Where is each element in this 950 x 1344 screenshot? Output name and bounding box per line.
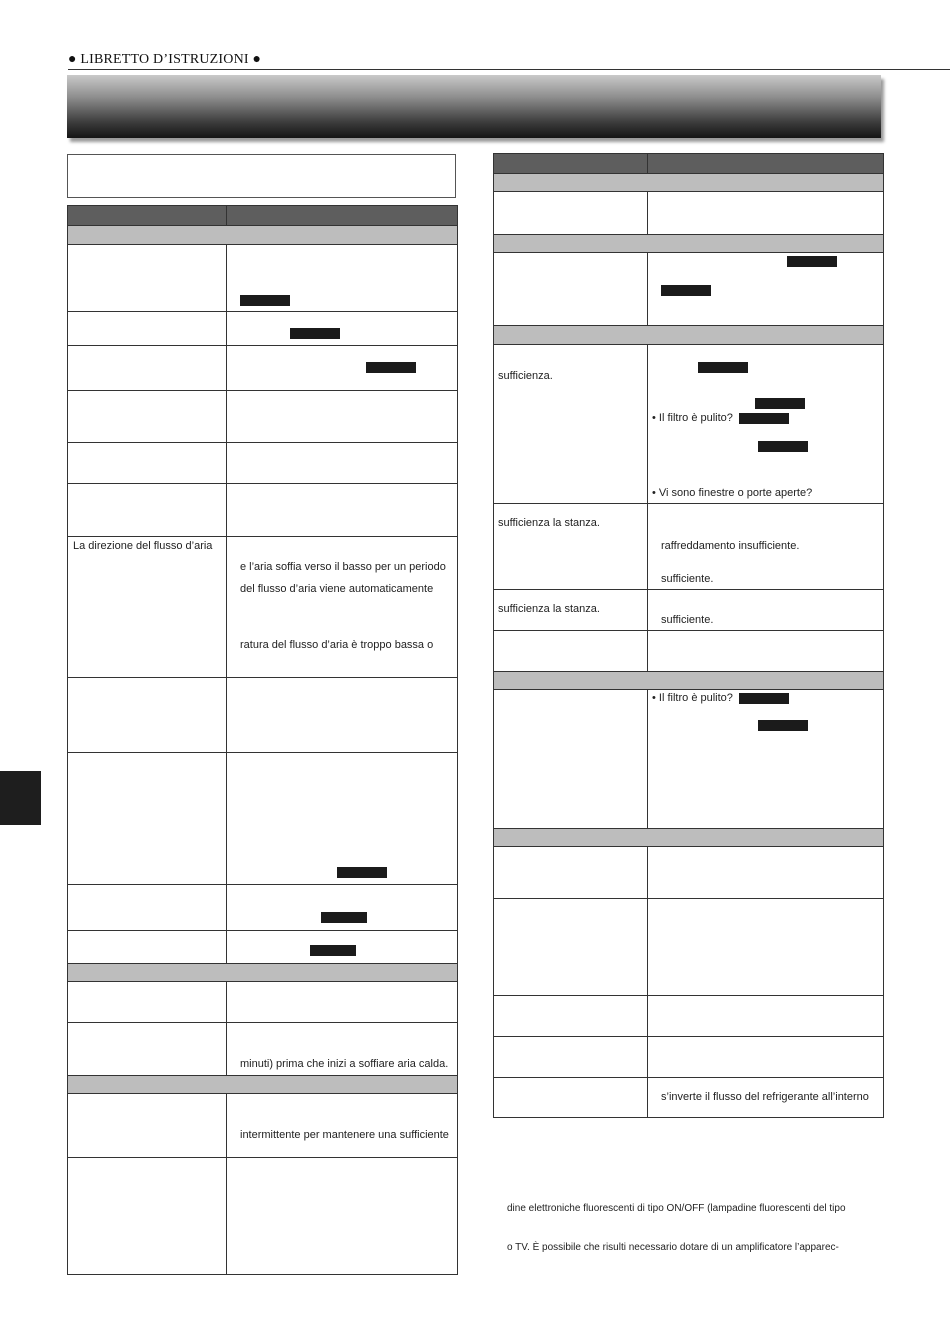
cell-sufficiente: sufficiente. <box>661 614 714 626</box>
cell-filter-label: Il filtro è pulito? <box>658 692 733 704</box>
redacted-block <box>755 398 805 409</box>
table-row <box>68 981 457 1022</box>
redacted-block <box>758 720 808 731</box>
footer-line-2: o TV. È possibile che risulti necessario dotare di un amplificatore l’apparec- <box>507 1242 839 1253</box>
cell-refrigerant: s’inverte il flusso del refrigerante all’interno <box>661 1091 869 1103</box>
table-row <box>68 1157 457 1275</box>
cell-filter-question: • Il filtro è pulito? <box>652 412 733 424</box>
table-row <box>68 390 457 442</box>
redacted-block <box>698 362 748 373</box>
cell-windows-question: • Vi sono finestre o porte aperte? <box>652 487 813 499</box>
section-row <box>494 173 883 191</box>
table-row <box>494 1036 883 1077</box>
redacted-block <box>787 256 837 267</box>
table-row <box>494 191 883 234</box>
table-row <box>68 752 457 884</box>
redacted-block <box>310 945 356 956</box>
manual-header: ● LIBRETTO D’ISTRUZIONI ● <box>68 52 262 67</box>
table-row <box>68 483 457 536</box>
redacted-block <box>240 295 290 306</box>
cell-temp-low: ratura del flusso d’aria è troppo bassa o <box>240 639 434 651</box>
column-divider-overlay <box>226 206 227 225</box>
table-row <box>68 311 457 345</box>
redacted-block <box>758 441 808 452</box>
right-troubleshooting-table <box>493 153 884 1118</box>
table-row <box>494 846 883 898</box>
chapter-tab <box>0 771 41 825</box>
column-divider-overlay <box>647 154 648 173</box>
cell-filter-label: Il filtro è pulito? <box>658 412 733 424</box>
header-rule <box>68 69 950 70</box>
section-row <box>494 325 883 344</box>
table-header-row <box>68 206 457 225</box>
redacted-block <box>661 285 711 296</box>
table-row <box>68 536 457 677</box>
note-box <box>67 154 456 198</box>
cell-raffreddamento: raffreddamento insufficiente. <box>661 540 800 552</box>
table-row <box>494 689 883 828</box>
cell-warm-air: minuti) prima che inizi a soffiare aria calda. <box>240 1058 449 1070</box>
table-row <box>494 898 883 995</box>
title-banner <box>67 75 881 138</box>
table-row <box>68 1093 457 1157</box>
cell-sufficienza: sufficienza. <box>498 370 553 382</box>
cell-intermittent: intermittente per mantenere una sufficiente <box>240 1129 449 1141</box>
redacted-block <box>290 328 340 339</box>
section-row <box>494 234 883 252</box>
table-row <box>68 930 457 963</box>
cell-auto-change: del flusso d’aria viene automaticamente <box>240 583 434 595</box>
footer-line-1: dine elettroniche fluorescenti di tipo ON/OFF (lampadine fluorescenti del tipo <box>507 1203 846 1214</box>
cell-sufficienza-stanza: sufficienza la stanza. <box>498 517 600 529</box>
section-row <box>494 828 883 846</box>
redacted-block <box>366 362 416 373</box>
table-header-row <box>494 154 883 173</box>
table-row <box>68 442 457 483</box>
table-row <box>68 677 457 752</box>
cell-sufficienza-stanza: sufficienza la stanza. <box>498 603 600 615</box>
redacted-block <box>739 693 789 704</box>
redacted-block <box>739 413 789 424</box>
cell-blow-down: e l’aria soffia verso il basso per un periodo <box>240 561 446 573</box>
section-row <box>494 671 883 689</box>
table-row <box>494 630 883 671</box>
section-row <box>68 1075 457 1093</box>
cell-air-direction: La direzione del flusso d’aria <box>73 540 213 552</box>
table-row <box>68 884 457 930</box>
section-row <box>68 963 457 981</box>
redacted-block <box>321 912 367 923</box>
cell-filter-question: • Il filtro è pulito? <box>652 692 733 704</box>
cell-sufficiente: sufficiente. <box>661 573 714 585</box>
redacted-block <box>337 867 387 878</box>
table-row <box>494 995 883 1036</box>
section-row <box>68 225 457 244</box>
cell-windows-label: Vi sono finestre o porte aperte? <box>658 487 813 499</box>
